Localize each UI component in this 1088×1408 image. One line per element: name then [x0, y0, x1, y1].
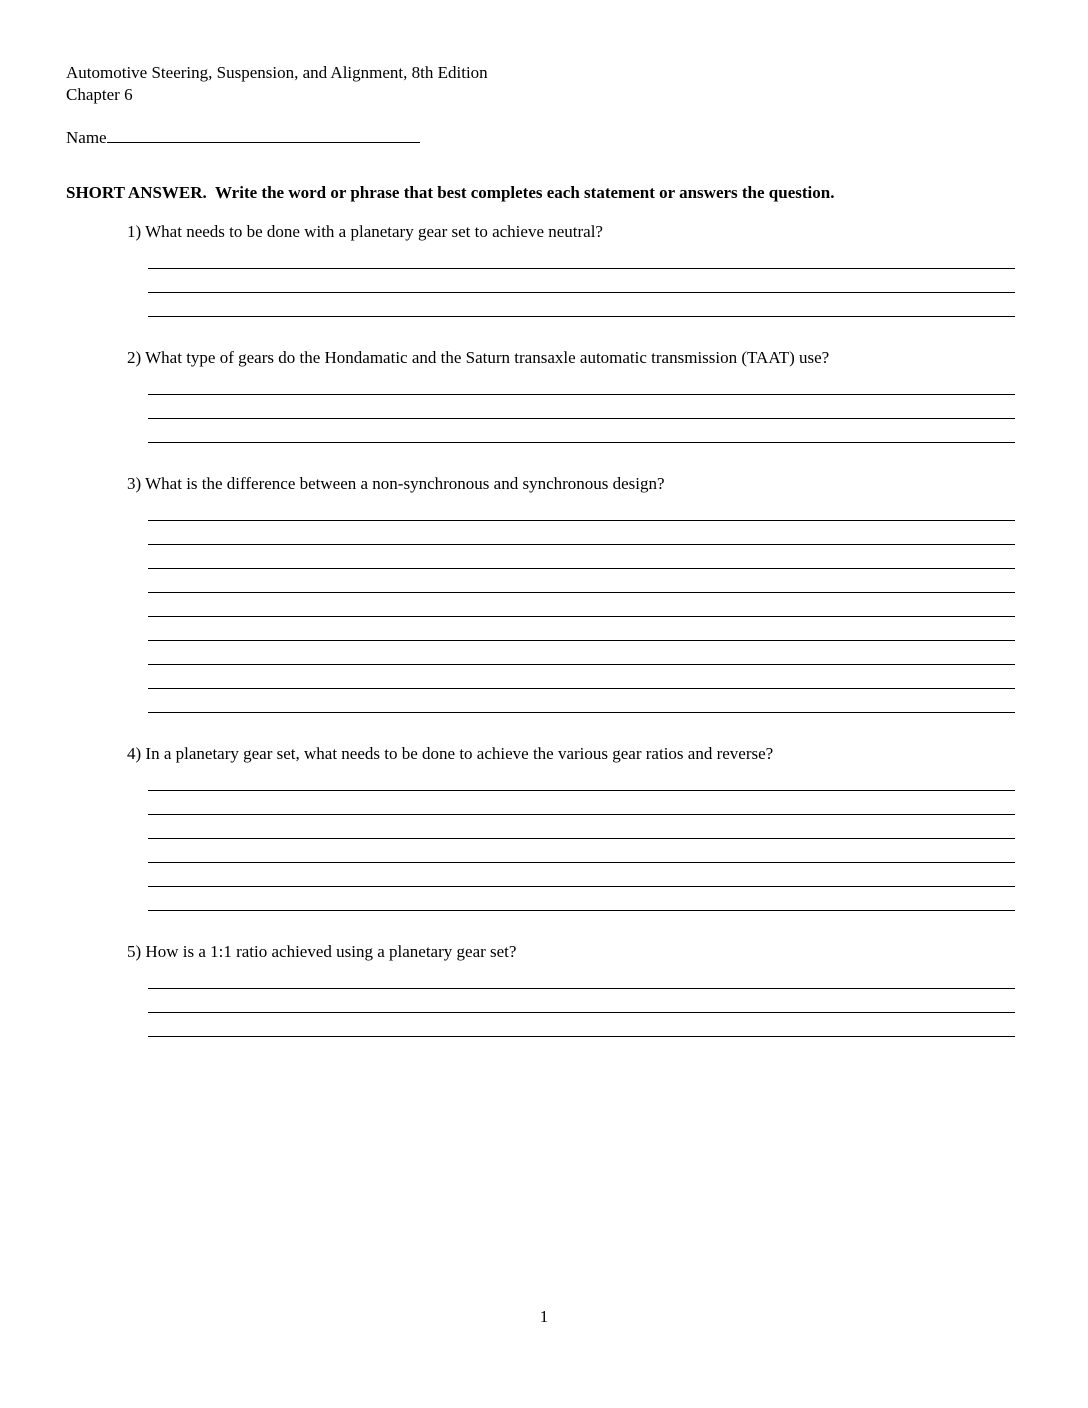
question-item-5	[127, 941, 1022, 1037]
question-item-3	[127, 473, 1022, 713]
answer-line	[148, 371, 1015, 395]
document-title: Automotive Steering, Suspension, and Alignment, 8th Edition	[66, 63, 488, 82]
answer-lines	[148, 497, 1015, 713]
question-text: What type of gears do the Hondamatic and the Saturn transaxle automatic transmission (TAAT) use?	[145, 348, 830, 367]
answer-lines	[148, 245, 1015, 317]
answer-line	[148, 521, 1015, 545]
answer-line	[148, 665, 1015, 689]
question-number: 5)	[127, 942, 142, 961]
answer-line	[148, 419, 1015, 443]
answer-line	[148, 245, 1015, 269]
answer-line	[148, 593, 1015, 617]
answer-line	[148, 791, 1015, 815]
question-item-4	[127, 743, 1022, 911]
answer-line	[148, 269, 1015, 293]
question-item-2	[127, 347, 1022, 443]
answer-line	[148, 1013, 1015, 1037]
answer-lines	[148, 767, 1015, 911]
answer-line	[148, 617, 1015, 641]
answer-line	[148, 395, 1015, 419]
question-text: What needs to be done with a planetary gear set to achieve neutral?	[145, 222, 603, 241]
question-text-row	[127, 473, 1022, 495]
answer-line	[148, 569, 1015, 593]
name-label: Name	[66, 128, 107, 147]
question-number: 2)	[127, 348, 142, 367]
question-text-row	[127, 221, 1022, 243]
answer-lines	[148, 965, 1015, 1037]
section-heading: SHORT ANSWER. Write the word or phrase that best completes each statement or answers the question.	[66, 183, 835, 202]
answer-lines	[148, 371, 1015, 443]
question-text-row	[127, 743, 1022, 765]
answer-line	[148, 863, 1015, 887]
answer-line	[148, 815, 1015, 839]
question-text: In a planetary gear set, what needs to be done to achieve the various gear ratios and reverse?	[145, 744, 774, 763]
answer-line	[148, 839, 1015, 863]
answer-line	[148, 689, 1015, 713]
worksheet-page	[66, 62, 1022, 1037]
question-text: How is a 1:1 ratio achieved using a planetary gear set?	[145, 942, 517, 961]
question-number: 4)	[127, 744, 142, 763]
question-text: What is the difference between a non-synchronous and synchronous design?	[145, 474, 665, 493]
question-text-row	[127, 347, 1022, 369]
answer-line	[148, 887, 1015, 911]
question-item-1	[127, 221, 1022, 317]
question-text-row	[127, 941, 1022, 963]
answer-line	[148, 545, 1015, 569]
name-row	[66, 127, 1022, 149]
page-number: 1	[539, 1307, 549, 1326]
answer-line	[148, 767, 1015, 791]
question-number: 1)	[127, 222, 142, 241]
answer-line	[148, 989, 1015, 1013]
answer-line	[148, 293, 1015, 317]
question-number: 3)	[127, 474, 142, 493]
question-list	[127, 221, 1022, 1037]
answer-line	[148, 641, 1015, 665]
name-blank-line	[107, 128, 420, 143]
answer-line	[148, 965, 1015, 989]
chapter-subtitle: Chapter 6	[66, 85, 133, 104]
answer-line	[148, 497, 1015, 521]
